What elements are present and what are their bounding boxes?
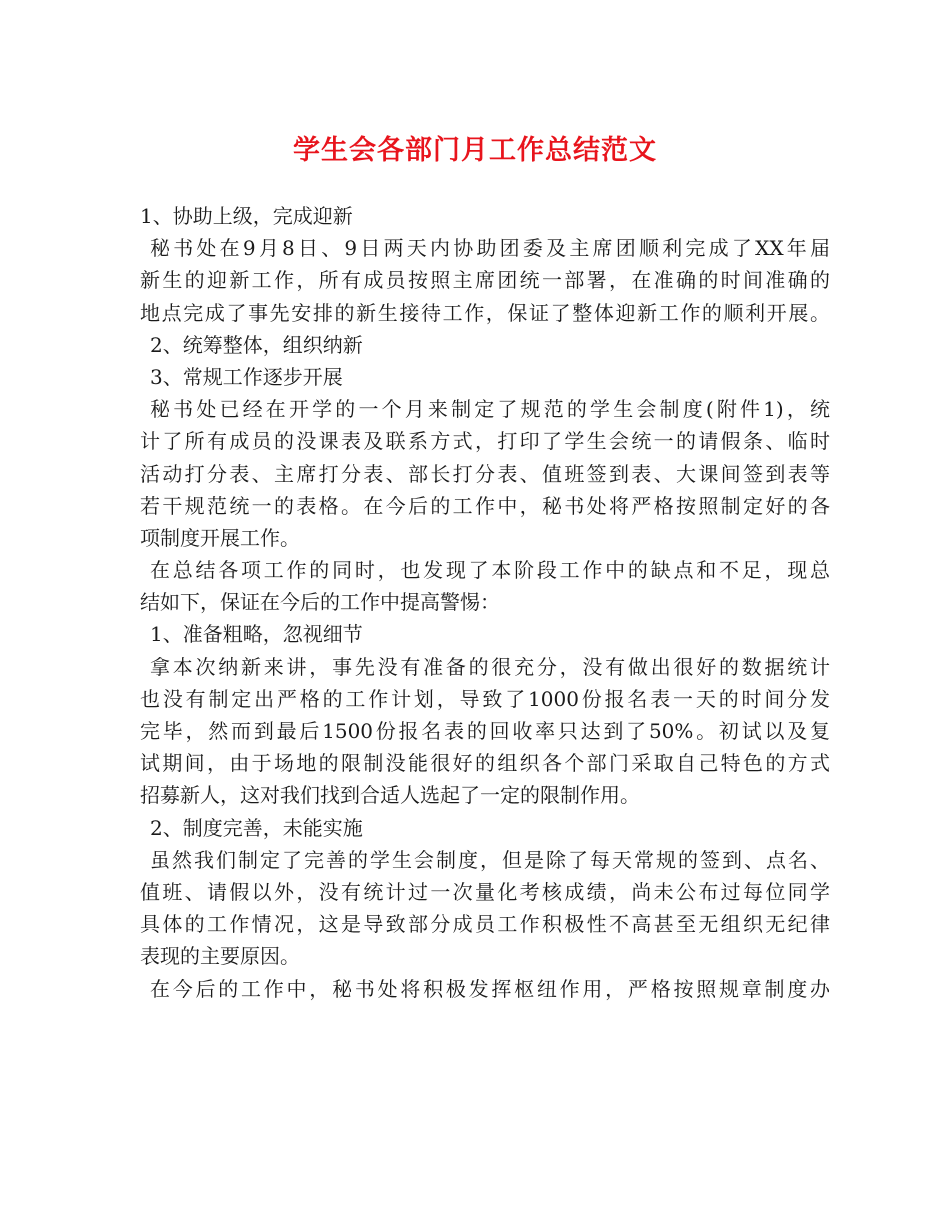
text-line: 1、准备粗略，忽视细节 [150, 622, 363, 647]
text-line: 结如下，保证在今后的工作中提高警惕： [140, 590, 500, 615]
text-line: 2、统筹整体，组织纳新 [150, 332, 363, 357]
text-line: 项制度开展工作。 [140, 525, 300, 550]
text-line: 拿本次纳新来讲，事先没有准备的很充分，没有做出很好的数据统计 [150, 654, 830, 679]
text-line: 也没有制定出严格的工作计划，导致了1000份报名表一天的时间分发 [140, 686, 830, 711]
text-line: 表现的主要原因。 [140, 944, 300, 969]
document-body [140, 200, 830, 1005]
text-line: 若干规范统一的表格。在今后的工作中，秘书处将严格按照制定好的各 [140, 493, 830, 518]
text-line: 新生的迎新工作，所有成员按照主席团统一部署，在准确的时间准确的 [140, 268, 830, 293]
text-line: 2、制度完善，未能实施 [150, 815, 363, 840]
text-line: 地点完成了事先安排的新生接待工作，保证了整体迎新工作的顺利开展。 [140, 300, 830, 325]
text-line: 计了所有成员的没课表及联系方式，打印了学生会统一的请假条、临时 [140, 429, 830, 454]
text-line: 完毕，然而到最后1500份报名表的回收率只达到了50%。初试以及复 [140, 719, 830, 743]
document-title: 学生会各部门月工作总结范文 [293, 135, 657, 166]
text-line: 在总结各项工作的同时，也发现了本阶段工作中的缺点和不足，现总 [150, 558, 830, 583]
text-line: 3、常规工作逐步开展 [150, 364, 343, 389]
text-line: 1、协助上级，完成迎新 [140, 204, 353, 228]
text-line: 虽然我们制定了完善的学生会制度，但是除了每天常规的签到、点名、 [150, 847, 830, 872]
text-line: 秘书处在9月8日、9日两天内协助团委及主席团顺利完成了XX年届 [150, 236, 830, 261]
text-line: 秘书处已经在开学的一个月来制定了规范的学生会制度(附件1)，统 [150, 397, 830, 422]
text-line: 在今后的工作中，秘书处将积极发挥枢纽作用，严格按照规章制度办 [150, 976, 830, 1001]
text-line: 招募新人，这对我们找到合适人选起了一定的限制作用。 [140, 783, 640, 808]
text-line: 值班、请假以外，没有统计过一次量化考核成绩，尚未公布过每位同学 [140, 879, 830, 904]
text-line: 试期间，由于场地的限制没能很好的组织各个部门采取自己特色的方式 [140, 751, 830, 776]
text-line: 具体的工作情况，这是导致部分成员工作积极性不高甚至无组织无纪律 [140, 912, 830, 937]
text-line: 活动打分表、主席打分表、部长打分表、值班签到表、大课间签到表等 [140, 461, 830, 486]
